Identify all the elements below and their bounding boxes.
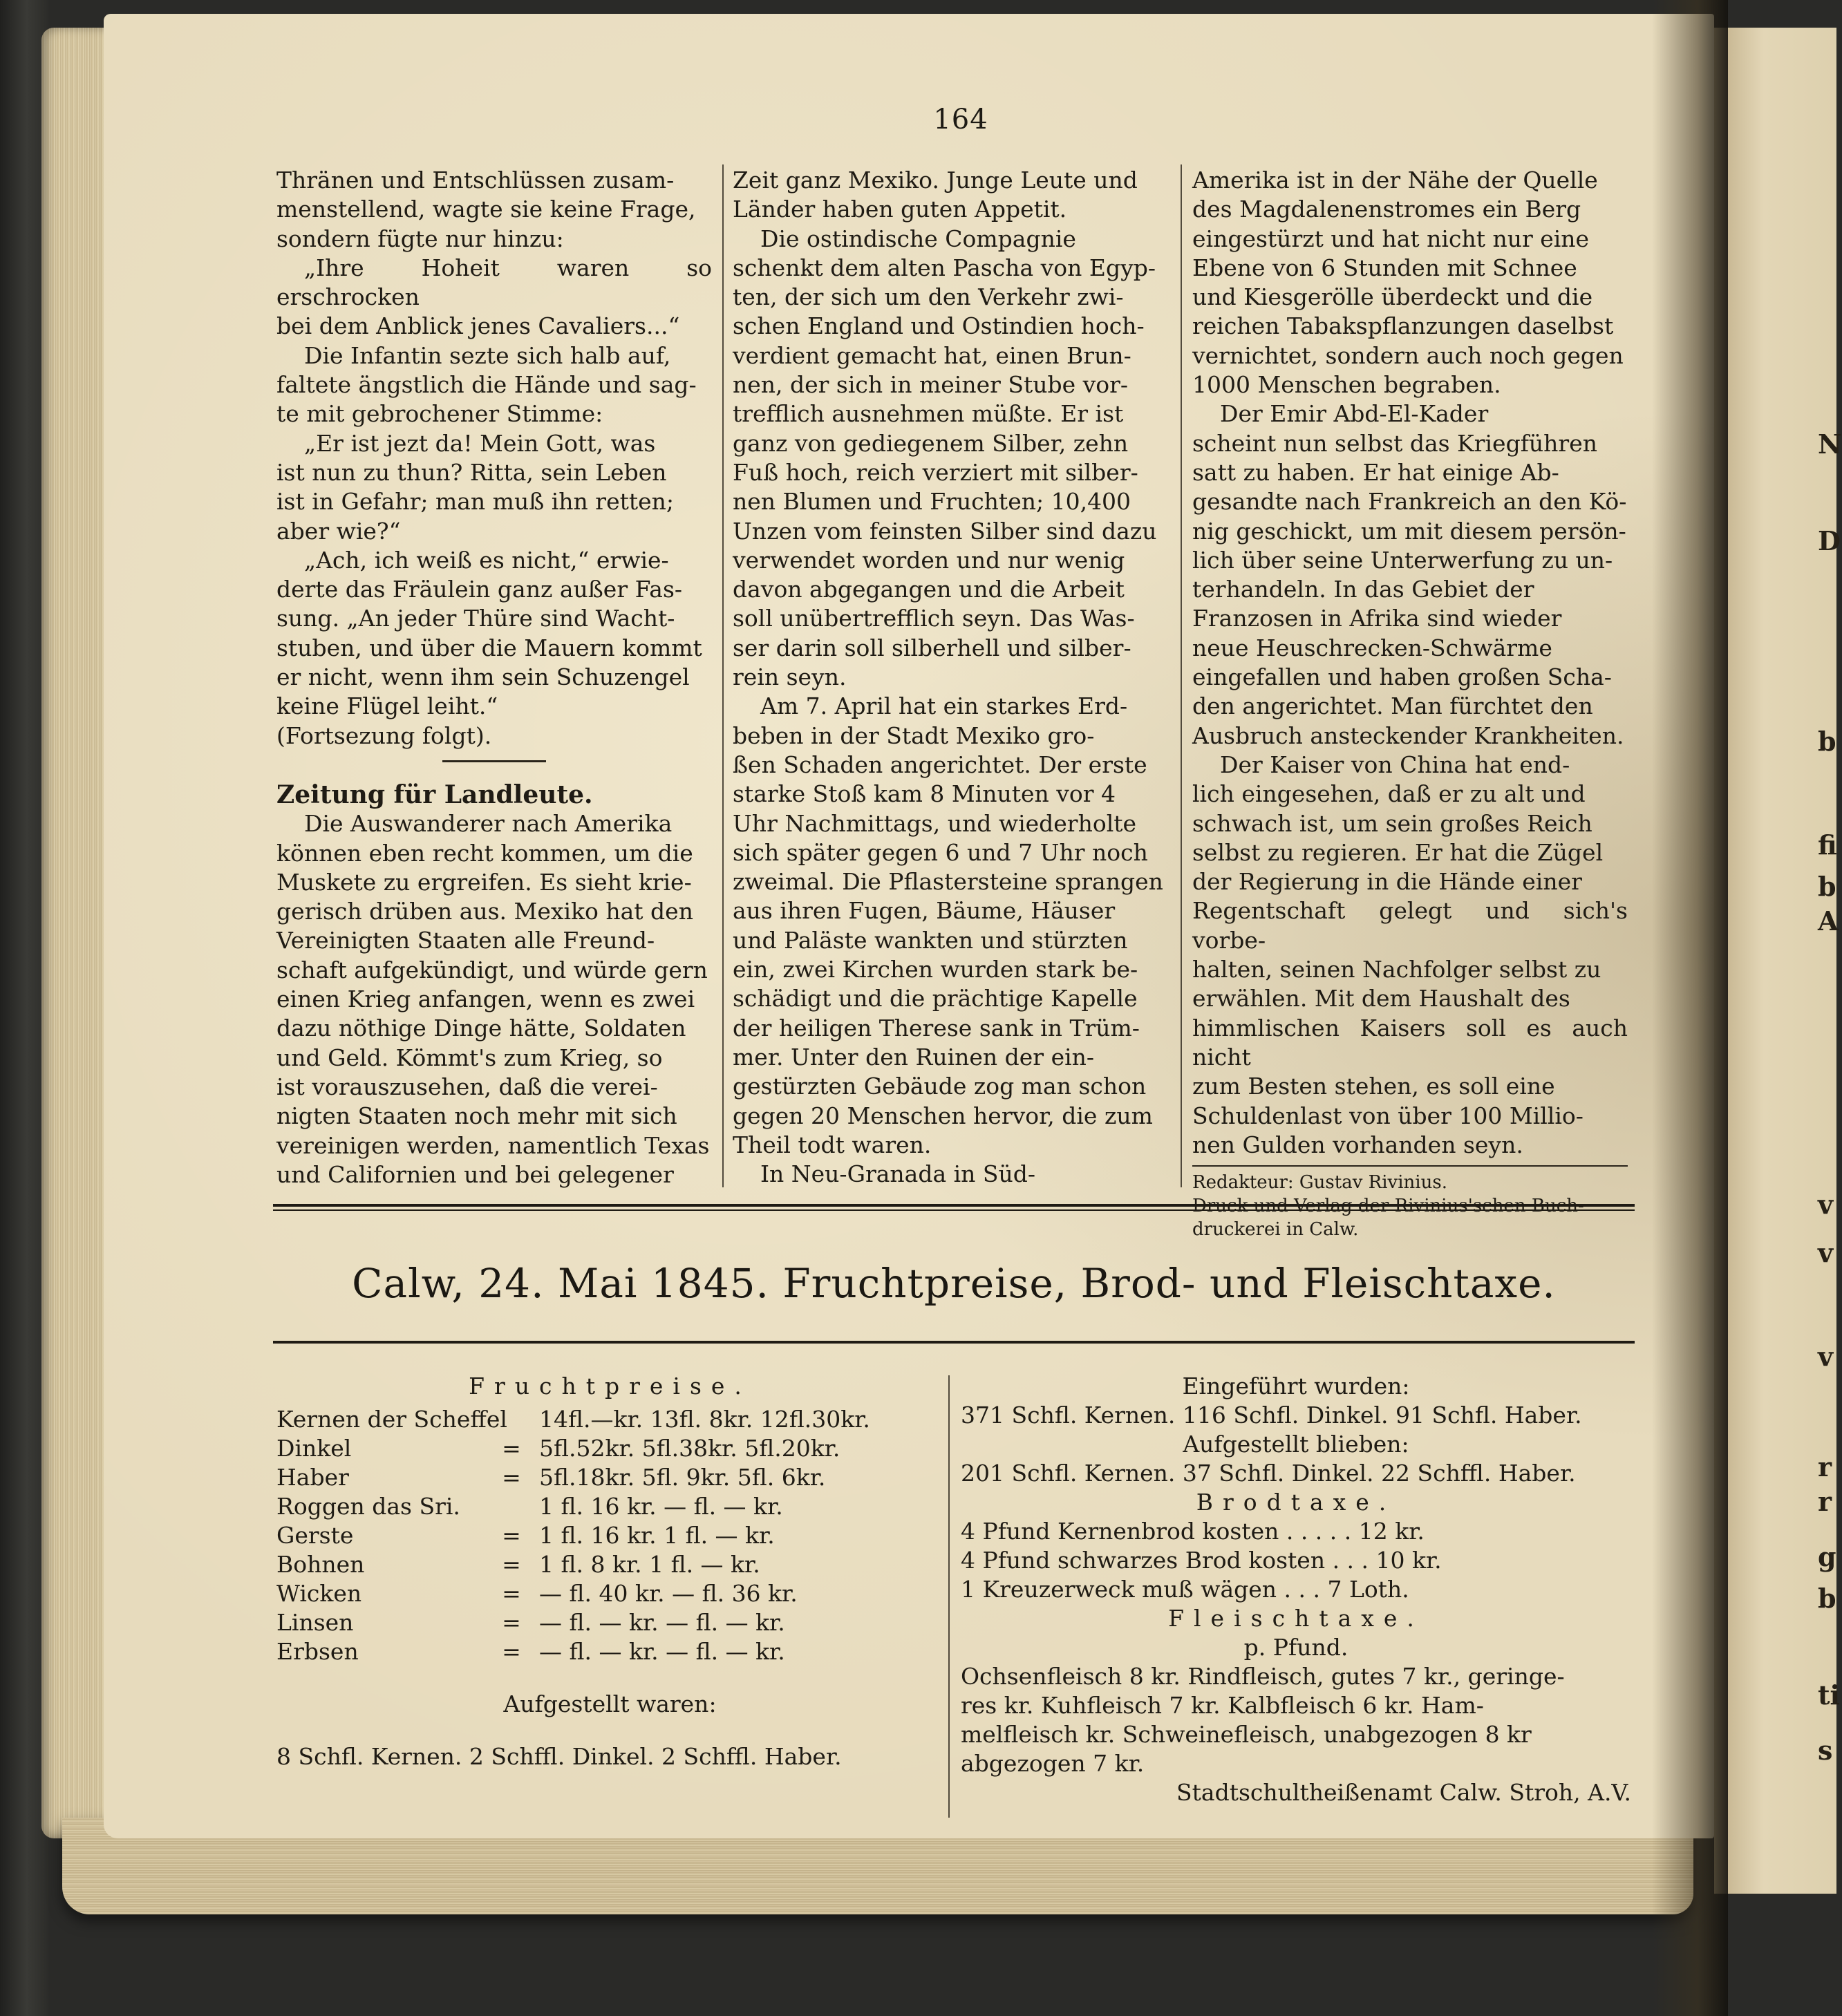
section-rule	[273, 1341, 1635, 1344]
text-line: keine Flügel leiht.“	[276, 693, 498, 720]
ditto-mark	[484, 1492, 539, 1521]
gutter-shadow	[1652, 0, 1728, 2016]
meat-tax-lines	[961, 1662, 1631, 1778]
text-line: Unzen vom feinsten Silber sind dazu	[733, 517, 1157, 545]
text-line: gesandte nach Frankreich an den Kö-	[1192, 488, 1627, 516]
remaining-line: 201 Schfl. Kernen. 37 Schfl. Dinkel. 22 Schffl. Haber.	[961, 1460, 1576, 1487]
column-1	[276, 166, 712, 1189]
text-line: der Regierung in die Hände einer	[1192, 868, 1582, 896]
bread-tax-line: 1 Kreuzerweck muß wägen . . . 7 Loth.	[961, 1576, 1409, 1603]
column-2	[733, 166, 1172, 1189]
text-line: ganz von gediegenem Silber, zehn	[733, 429, 1129, 457]
text-line: des Magdalenenstromes ein Berg	[1192, 196, 1581, 223]
ditto-mark: =	[502, 1638, 521, 1665]
text-line: erwählen. Mit dem Haushalt des	[1192, 985, 1570, 1012]
text-line: lich über seine Unterwerfung zu un-	[1192, 546, 1613, 574]
facing-page-fragment: fi	[1818, 829, 1837, 860]
ditto-mark: =	[502, 1522, 521, 1549]
text-line: rein seyn.	[733, 663, 847, 691]
meat-tax-heading: Fleischtaxe.	[1168, 1605, 1424, 1632]
text-line: ist in Gefahr; man muß ihn retten;	[276, 488, 675, 516]
text-line: „Ihre Hoheit waren so erschrocken	[276, 254, 712, 311]
ditto-mark: =	[502, 1551, 521, 1578]
meat-tax-unit: p. Pfund.	[1243, 1634, 1348, 1661]
text-line: dazu nöthige Dinge hätte, Soldaten	[276, 1015, 686, 1042]
text-line: ser darin soll silberhell und silber-	[733, 634, 1131, 661]
grain-name: Linsen	[276, 1609, 354, 1636]
text-line: In Neu-Granada in Süd-	[760, 1160, 1036, 1188]
text-line: und Geld. Kömmt's zum Krieg, so	[276, 1044, 663, 1071]
meat-tax-line: melfleisch kr. Schweinefleisch, unabgezogen 8 kr	[961, 1721, 1532, 1748]
text-line: eingefallen und haben großen Scha-	[1192, 663, 1612, 691]
text-line: sung. „An jeder Thüre sind Wacht-	[276, 605, 675, 632]
ditto-mark: =	[502, 1435, 521, 1462]
price-cell: 1 fl. 8 kr. 1 fl. — kr.	[539, 1551, 760, 1578]
grain-name: Gerste	[276, 1522, 354, 1549]
grain-name: Roggen das Sri.	[276, 1493, 460, 1520]
facing-page-fragment: r	[1818, 1451, 1832, 1482]
text-line: aber wie?“	[276, 517, 401, 545]
price-cell: 14fl.—kr. 13fl. 8kr. 12fl.30kr.	[539, 1406, 870, 1433]
text-line: neue Heuschrecken-Schwärme	[1192, 634, 1552, 661]
text-line: sondern fügte nur hinzu:	[276, 225, 564, 252]
text-line: „Er ist jezt da! Mein Gott, was	[304, 429, 656, 457]
text-line: Die ostindische Compagnie	[760, 225, 1076, 252]
text-line: terhandeln. In das Gebiet der	[1192, 576, 1534, 603]
text-line: satt zu haben. Er hat einige Ab-	[1192, 458, 1559, 486]
text-line: zum Besten stehen, es soll eine	[1192, 1073, 1555, 1100]
text-line: selbst zu regieren. Er hat die Zügel	[1192, 838, 1604, 866]
grain-name: Kernen der Scheffel	[276, 1406, 507, 1433]
imported-line: 371 Schfl. Kernen. 116 Schfl. Dinkel. 91 Schfl. Haber.	[961, 1402, 1582, 1429]
text-line: Länder haben guten Appetit.	[733, 196, 1067, 223]
ditto-mark	[484, 1405, 539, 1434]
text-line: schenkt dem alten Pascha von Egyp-	[733, 254, 1156, 281]
text-line: Zeit ganz Mexiko. Junge Leute und	[733, 167, 1138, 194]
facing-page	[1714, 28, 1842, 1894]
text-line: Thränen und Entschlüssen zusam-	[276, 167, 675, 194]
table-row	[276, 1579, 943, 1608]
text-line: nigten Staaten noch mehr mit sich	[276, 1102, 677, 1130]
text-line: beben in der Stadt Mexiko gro-	[733, 722, 1095, 749]
grain-name: Erbsen	[276, 1638, 359, 1665]
text-line: nig geschickt, um mit diesem persön-	[1192, 517, 1626, 545]
table-row	[276, 1463, 943, 1492]
text-line: vereinigen werden, namentlich Texas	[276, 1131, 710, 1159]
text-line: können eben recht kommen, um die	[276, 839, 693, 867]
facing-page-fragment: b	[1818, 726, 1836, 757]
stock-heading: Aufgestellt waren:	[503, 1690, 717, 1717]
facing-page-fragment: b	[1818, 871, 1836, 902]
text-line: nen, der sich in meiner Stube vor-	[733, 371, 1129, 399]
column-3	[1192, 166, 1628, 1241]
text-line: lich eingesehen, daß er zu alt und	[1192, 780, 1586, 808]
publisher-credit-cont: druckerei in Calw.	[1192, 1219, 1359, 1241]
text-line: „Ach, ich weiß es nicht,“ erwie-	[304, 546, 669, 574]
text-line: schädigt und die prächtige Kapelle	[733, 985, 1138, 1012]
text-line: verwendet worden und nur wenig	[733, 546, 1125, 574]
grain-price-table	[276, 1372, 943, 1771]
meat-tax-line: abgezogen 7 kr.	[961, 1750, 1145, 1777]
facing-page-fragment: v	[1818, 1341, 1834, 1372]
text-line: Die Infantin sezte sich halb auf,	[304, 341, 671, 369]
page-number: 164	[933, 104, 988, 135]
bread-tax-heading: Brodtaxe.	[1196, 1489, 1396, 1516]
text-line: Uhr Nachmittags, und wiederholte	[733, 809, 1137, 837]
ditto-mark: =	[502, 1580, 521, 1607]
text-line: faltete ängstlich die Hände und sag-	[276, 371, 697, 399]
column-divider	[1181, 164, 1182, 1187]
bread-meat-table	[961, 1372, 1631, 1807]
facing-page-fragment: ti	[1818, 1679, 1840, 1711]
text-line: und Kiesgerölle überdeckt und die	[1192, 283, 1593, 311]
text-line: Amerika ist in der Nähe der Quelle	[1192, 167, 1598, 194]
table-row	[276, 1637, 943, 1666]
text-line: schen England und Ostindien hoch-	[733, 312, 1145, 340]
market-title: Calw, 24. Mai 1845. Fruchtpreise, Brod- und Fleischtaxe.	[352, 1260, 1556, 1307]
facing-page-fragment: r	[1818, 1486, 1832, 1517]
text-line: gerisch drüben aus. Mexiko hat den	[276, 898, 693, 925]
facing-page-fragment: b	[1818, 1583, 1836, 1614]
text-line: eingestürzt und hat nicht nur eine	[1192, 225, 1590, 252]
editor-credit: Redakteur: Gustav Rivinius.	[1192, 1172, 1447, 1194]
remaining-heading: Aufgestellt blieben:	[1183, 1431, 1409, 1458]
text-line: bei dem Anblick jenes Cavaliers...“	[276, 312, 680, 340]
signature: Stadtschultheißenamt Calw. Stroh, A.V.	[1176, 1779, 1631, 1806]
credit-rule	[1192, 1165, 1628, 1167]
table-row	[276, 1608, 943, 1637]
text-line: schaft aufgekündigt, und würde gern	[276, 956, 708, 983]
text-line: schwach ist, um sein großes Reich	[1192, 809, 1592, 837]
section-rule	[273, 1204, 1635, 1207]
meat-tax-line: Ochsenfleisch 8 kr. Rindfleisch, gutes 7 kr., geringe-	[961, 1663, 1565, 1690]
text-line: Ebene von 6 Stunden mit Schnee	[1192, 254, 1577, 281]
news-text	[276, 809, 712, 1189]
facing-page-fragment: N	[1818, 428, 1842, 460]
text-line: menstellend, wagte sie keine Frage,	[276, 196, 696, 223]
ditto-mark: =	[502, 1609, 521, 1636]
meat-tax-line: res kr. Kuhfleisch 7 kr. Kalbfleisch 6 kr. Ham-	[961, 1692, 1484, 1719]
imported-heading: Eingeführt wurden:	[1182, 1373, 1410, 1400]
text-line: scheint nun selbst das Kriegführen	[1192, 429, 1597, 457]
text-line: stuben, und über die Mauern kommt	[276, 634, 702, 661]
text-line: Muskete zu ergreifen. Es sieht krie-	[276, 868, 692, 896]
story-continuation	[276, 166, 712, 722]
text-line: ist vorauszusehen, daß die verei-	[276, 1073, 658, 1100]
text-line: derte das Fräulein ganz außer Fas-	[276, 576, 683, 603]
text-line: den angerichtet. Man fürchtet den	[1192, 693, 1593, 720]
text-line: vernichtet, sondern auch noch gegen	[1192, 341, 1624, 369]
text-line: davon abgegangen und die Arbeit	[733, 576, 1125, 603]
text-line: und Californien und bei gelegener	[276, 1160, 674, 1188]
section-divider	[442, 760, 546, 762]
price-cell: 5fl.52kr. 5fl.38kr. 5fl.20kr.	[539, 1435, 840, 1462]
price-cell: — fl. 40 kr. — fl. 36 kr.	[539, 1580, 798, 1607]
text-line: gestürzten Gebäude zog man schon	[733, 1073, 1147, 1100]
text-line: nen Blumen und Fruchten; 10,400	[733, 488, 1131, 516]
ditto-mark: =	[502, 1464, 521, 1491]
text-line: trefflich ausnehmen müßte. Er ist	[733, 400, 1124, 428]
text-line: mer. Unter den Ruinen der ein-	[733, 1043, 1095, 1071]
table-divider	[948, 1375, 950, 1818]
facing-page-fragment: D	[1818, 525, 1841, 556]
grain-name: Dinkel	[276, 1435, 352, 1462]
stock-line: 8 Schfl. Kernen. 2 Schffl. Dinkel. 2 Schffl. Haber.	[276, 1743, 842, 1770]
text-line: sich später gegen 6 und 7 Uhr noch	[733, 838, 1148, 866]
section-rule	[273, 1209, 1635, 1211]
table-row	[276, 1405, 943, 1434]
text-line: Theil todt waren.	[733, 1131, 932, 1158]
price-cell: — fl. — kr. — fl. — kr.	[539, 1609, 785, 1636]
facing-page-fragment: s	[1818, 1735, 1833, 1766]
bread-tax-line: 4 Pfund schwarzes Brod kosten . . . 10 kr.	[961, 1547, 1442, 1574]
table-row	[276, 1434, 943, 1463]
grain-name: Haber	[276, 1464, 349, 1491]
text-line: Ausbruch ansteckender Krankheiten.	[1192, 722, 1624, 749]
text-line: der heiligen Therese sank in Trüm-	[733, 1014, 1140, 1042]
text-line: ten, der sich um den Verkehr zwi-	[733, 283, 1124, 311]
text-line: Franzosen in Afrika sind wieder	[1192, 605, 1562, 632]
text-line: reichen Tabakspflanzungen daselbst	[1192, 312, 1614, 340]
text-line: soll unübertrefflich seyn. Das Was-	[733, 605, 1135, 632]
price-cell: 1 fl. 16 kr. 1 fl. — kr.	[539, 1522, 775, 1549]
price-cell: — fl. — kr. — fl. — kr.	[539, 1638, 785, 1665]
bread-tax-line: 4 Pfund Kernenbrod kosten . . . . . 12 kr.	[961, 1518, 1425, 1545]
text-line: aus ihren Fugen, Bäume, Häuser	[733, 897, 1116, 925]
table-row	[276, 1521, 943, 1550]
text-line: er nicht, wenn ihm sein Schuzengel	[276, 663, 690, 691]
text-line: 1000 Menschen begraben.	[1192, 371, 1501, 399]
grain-price-heading: Fruchtpreise.	[469, 1373, 751, 1400]
grain-price-rows	[276, 1405, 943, 1666]
text-line: ist nun zu thun? Ritta, sein Leben	[276, 458, 667, 486]
table-row	[276, 1492, 943, 1521]
facing-page-fragment: g	[1818, 1541, 1836, 1572]
text-line: verdient gemacht hat, einen Brun-	[733, 341, 1131, 369]
bread-tax-lines	[961, 1517, 1631, 1604]
text-line: ein, zwei Kirchen wurden stark be-	[733, 956, 1138, 983]
text-line: nen Gulden vorhanden seyn.	[1192, 1131, 1523, 1158]
text-line: einen Krieg anfangen, wenn es zwei	[276, 986, 695, 1013]
facing-page-fragment: v	[1818, 1189, 1834, 1220]
text-line: Regentschaft gelegt und sich's vorbe-	[1192, 897, 1628, 954]
text-line: te mit gebrochener Stimme:	[276, 400, 603, 428]
table-row	[276, 1550, 943, 1579]
text-line: halten, seinen Nachfolger selbst zu	[1192, 956, 1601, 983]
text-line: Der Kaiser von China hat end-	[1220, 751, 1570, 778]
news-text	[1192, 166, 1628, 1160]
grain-name: Wicken	[276, 1580, 362, 1607]
text-line: Am 7. April hat ein starkes Erd-	[760, 693, 1128, 720]
text-line: Vereinigten Staaten alle Freund-	[276, 927, 655, 954]
text-line: ßen Schaden angerichtet. Der erste	[733, 751, 1147, 778]
text-line: Die Auswanderer nach Amerika	[304, 810, 673, 838]
facing-page-fragment: v	[1818, 1237, 1834, 1268]
text-line: Der Emir Abd-El-Kader	[1220, 400, 1489, 428]
text-line: gegen 20 Menschen hervor, die zum	[733, 1102, 1153, 1129]
text-line: zweimal. Die Pflastersteine sprangen	[733, 868, 1163, 896]
text-line: starke Stoß kam 8 Minuten vor 4	[733, 780, 1116, 808]
text-line: himmlischen Kaisers soll es auch nicht	[1192, 1014, 1628, 1071]
continuation-note: (Fortsezung folgt).	[276, 722, 492, 749]
price-cell: 5fl.18kr. 5fl. 9kr. 5fl. 6kr.	[539, 1464, 826, 1491]
section-heading: Zeitung für Landleute.	[276, 780, 593, 809]
text-line: und Paläste wankten und stürzten	[733, 926, 1128, 954]
text-line: Fuß hoch, reich verziert mit silber-	[733, 458, 1138, 486]
text-line: Schuldenlast von über 100 Millio-	[1192, 1102, 1583, 1129]
price-cell: 1 fl. 16 kr. — fl. — kr.	[539, 1493, 783, 1520]
column-divider	[722, 164, 724, 1187]
grain-name: Bohnen	[276, 1551, 365, 1578]
facing-page-fragment: A	[1818, 905, 1839, 936]
